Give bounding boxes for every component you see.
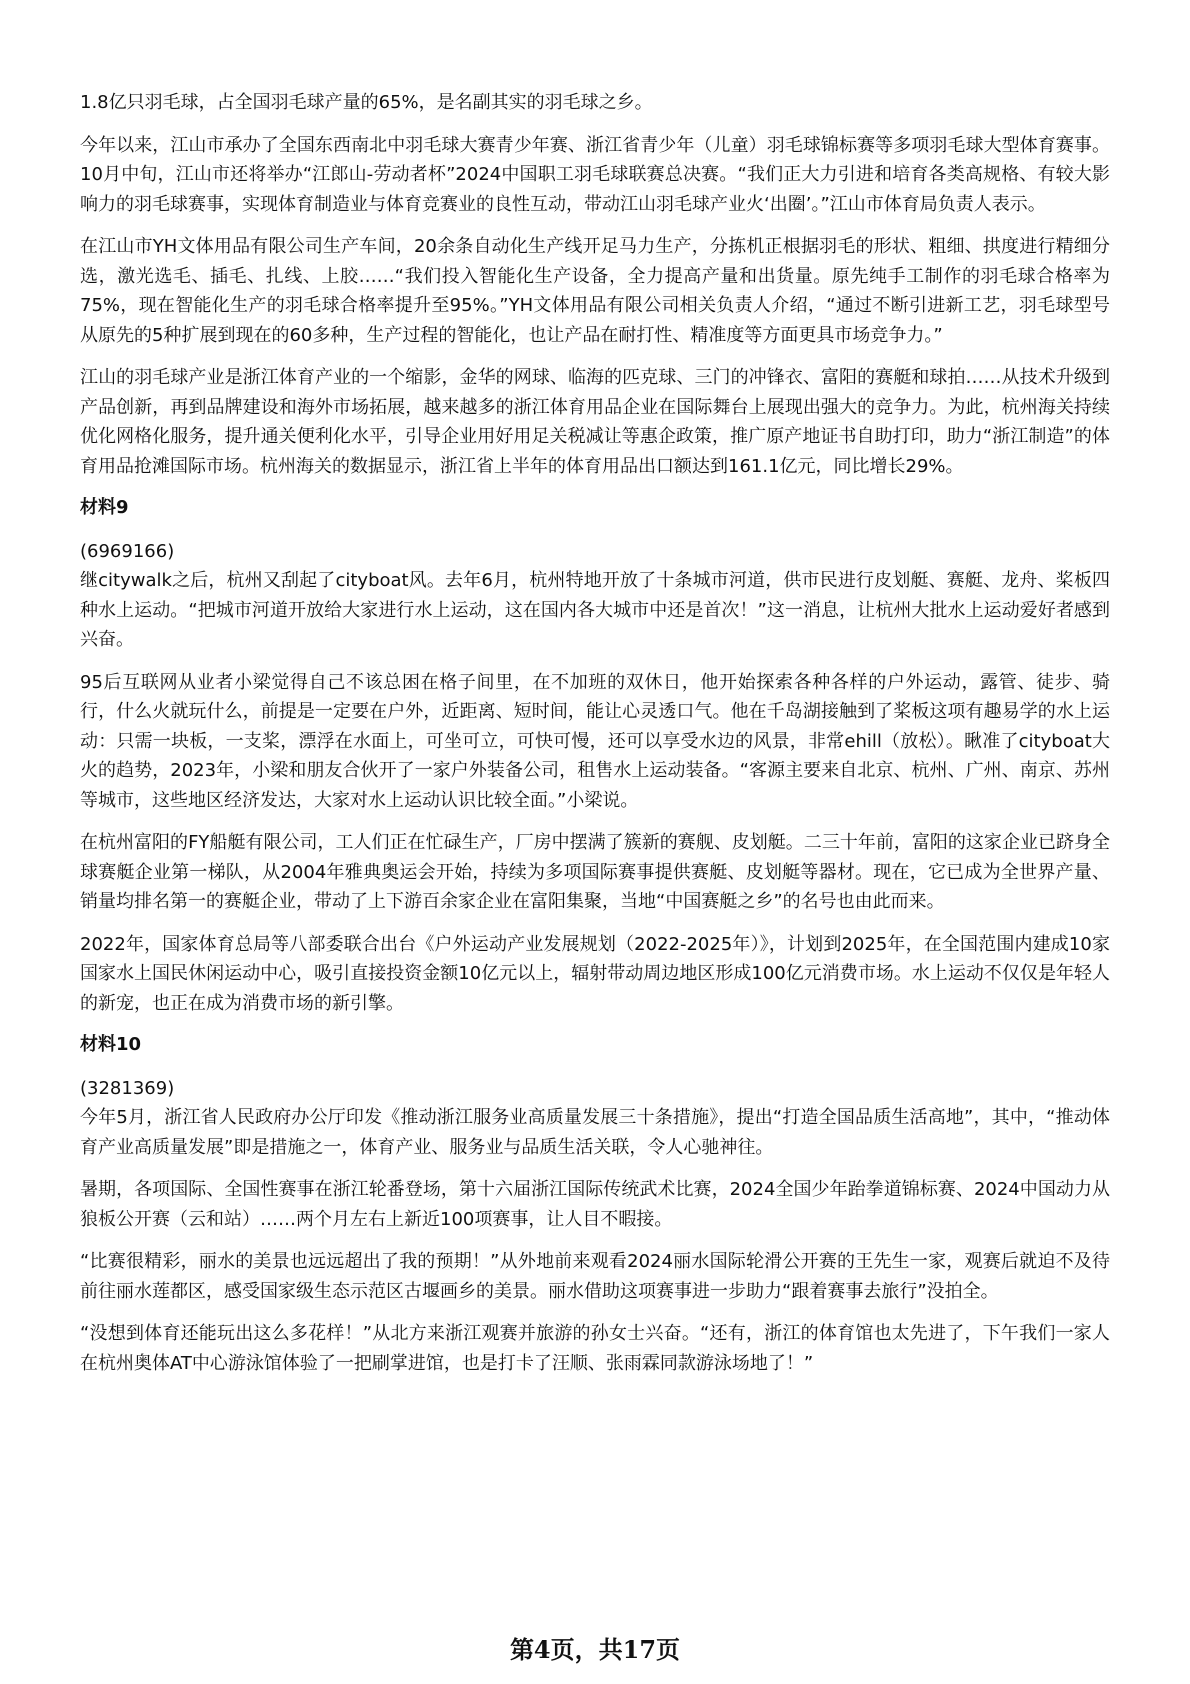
document-body — [80, 88, 1110, 1391]
paragraph: “比赛很精彩，丽水的美景也远远超出了我的预期！”从外地前来观看2024丽水国际轮滑公开赛的王先生一家，观赛后就迫不及待前往丽水莲都区，感受国家级生态示范区古堰画乡的美景。丽水借助这项赛事进一步助力“跟着赛事去旅行”没拍全。 — [80, 1251, 1110, 1302]
paragraph: 95后互联网从业者小梁觉得自己不该总困在格子间里，在不加班的双休日，他开始探索各种各样的户外运动，露管、徒步、骑行，什么火就玩什么，前提是一定要在户外，近距离、短时间，能让心灵透口气。他在千岛湖接触到了桨板这项有趣易学的水上运动：只需一块板，一支桨，漂浮在水面上，可坐可立，可快可慢，还可以享受水边的风景，非常ehill（放松）。瞅准了cityboat大火的趋势，2023年，小梁和朋友合伙开了一家户外装备公司，租售水上运动装备。“客源主要来自北京、杭州、广州、南京、苏州等城市，这些地区经济发达，大家对水上运动认识比较全面。”小梁说。 — [80, 671, 1110, 811]
material-10-code: (3281369) — [80, 1078, 175, 1099]
paragraph: “没想到体育还能玩出这么多花样！”从北方来浙江观赛并旅游的孙女士兴奋。“还有，浙江的体育馆也太先进了，下午我们一家人在杭州奥体AT中心游泳馆体验了一把刷掌进馆，也是打卡了汪顺、张雨霖同款游泳场地了！” — [80, 1323, 1110, 1374]
paragraph: 今年5月，浙江省人民政府办公厅印发《推动浙江服务业高质量发展三十条措施》，提出“打造全国品质生活高地”，其中，“推动体育产业高质量发展”即是措施之一，体育产业、服务业与品质生活关联，令人心驰神往。 — [80, 1107, 1110, 1158]
paragraph: 江山的羽毛球产业是浙江体育产业的一个缩影，金华的网球、临海的匹克球、三门的冲锋衣、富阳的赛艇和球拍……从技术升级到产品创新，再到品牌建设和海外市场拓展，越来越多的浙江体育用品企业在国际舞台上展现出强大的竞争力。为此，杭州海关持续优化网格化服务，提升通关便利化水平，引导企业用好用足关税减让等惠企政策，推广原产地证书自助打印，助力“浙江制造”的体育用品抢滩国际市场。杭州海关的数据显示，浙江省上半年的体育用品出口额达到161.1亿元，同比增长29%。 — [80, 367, 1110, 477]
paragraph: 继citywalk之后，杭州又刮起了cityboat风。去年6月，杭州特地开放了十条城市河道，供市民进行皮划艇、赛艇、龙舟、桨板四种水上运动。“把城市河道开放给大家进行水上运动，这在国内各大城市中还是首次！”这一消息，让杭州大批水上运动爱好者感到兴奋。 — [80, 570, 1110, 650]
material-9-code: (6969166) — [80, 541, 175, 562]
paragraph: 在江山市YH文体用品有限公司生产车间，20余条自动化生产线开足马力生产，分拣机正根据羽毛的形状、粗细、拱度进行精细分选，激光选毛、插毛、扎线、上胶……“我们投入智能化生产设备，全力提高产量和出货量。原先纯手工制作的羽毛球合格率为75%，现在智能化生产的羽毛球合格率提升至95%。”YH文体用品有限公司相关负责人介绍，“通过不断引进新工艺，羽毛球型号从原先的5种扩展到现在的60多种，生产过程的智能化，也让产品在耐打性、精准度等方面更具市场竞争力。” — [80, 236, 1110, 346]
material-10-heading: 材料10 — [80, 1034, 142, 1055]
paragraph: 1.8亿只羽毛球，占全国羽毛球产量的65%，是名副其实的羽毛球之乡。 — [80, 92, 653, 113]
paragraph: 今年以来，江山市承办了全国东西南北中羽毛球大赛青少年赛、浙江省青少年（儿童）羽毛球锦标赛等多项羽毛球大型体育赛事。10月中旬，江山市还将举办“江郎山-劳动者杯”2024中国职工羽毛球联赛总决赛。“我们正大力引进和培育各类高规格、有较大影响力的羽毛球赛事，实现体育制造业与体育竞赛业的良性互动，带动江山羽毛球产业火‘出圈’。”江山市体育局负责人表示。 — [80, 134, 1110, 215]
page-number-footer: 第4页，共17页 — [509, 1635, 681, 1664]
paragraph: 暑期，各项国际、全国性赛事在浙江轮番登场，第十六届浙江国际传统武术比赛，2024全国少年跆拳道锦标赛、2024中国动力从狼板公开赛（云和站）……两个月左右上新近100项赛事，让人目不暇接。 — [80, 1179, 1110, 1230]
paragraph: 在杭州富阳的FY船艇有限公司，工人们正在忙碌生产，厂房中摆满了簇新的赛舰、皮划艇。二三十年前，富阳的这家企业已跻身全球赛艇企业第一梯队，从2004年雅典奥运会开始，持续为多项国际赛事提供赛艇、皮划艇等器材。现在，它已成为全世界产量、销量均排名第一的赛艇企业，带动了上下游百余家企业在富阳集聚，当地“中国赛艇之乡”的名号也由此而来。 — [80, 832, 1110, 912]
material-9-heading: 材料9 — [80, 497, 129, 518]
paragraph: 2022年，国家体育总局等八部委联合出台《户外运动产业发展规划（2022-2025年）》，计划到2025年，在全国范围内建成10家国家水上国民休闲运动中心，吸引直接投资金额10亿元以上，辐射带动周边地区形成100亿元消费市场。水上运动不仅仅是年轻人的新宠，也正在成为消费市场的新引擎。 — [80, 933, 1110, 1014]
